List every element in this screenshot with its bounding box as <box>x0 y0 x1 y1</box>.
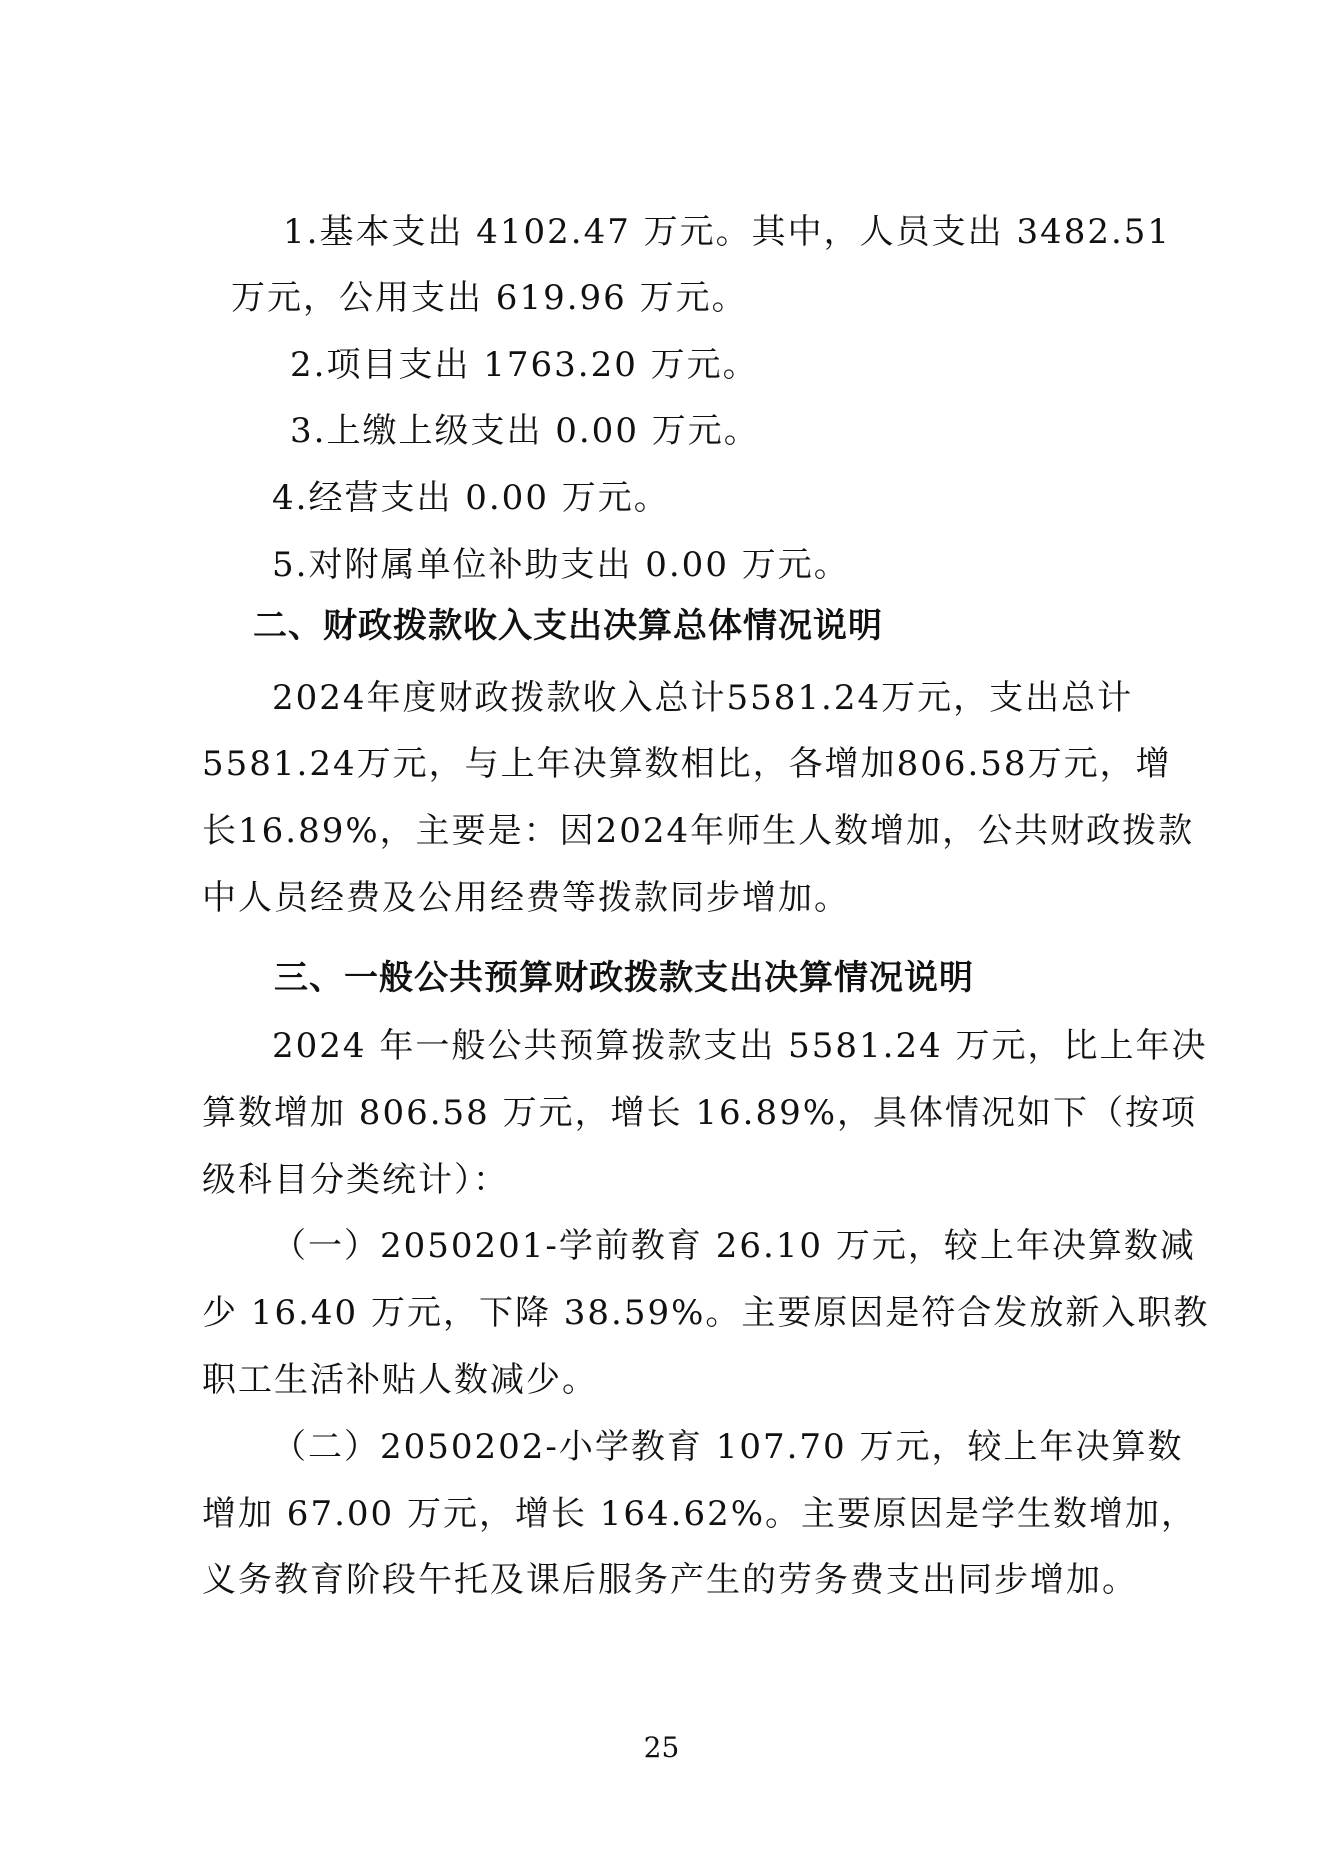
paragraph-line: 长16.89%，主要是：因2024年师生人数增加，公共财政拨款 <box>202 811 1195 851</box>
basic-expense-line: 1.基本支出 4102.47 万元。其中，人员支出 3482.51 <box>283 212 1172 252</box>
project-expense-line: 2.项目支出 1763.20 万元。 <box>290 345 759 385</box>
section-heading-3: 三、一般公共预算财政拨款支出决算情况说明 <box>274 958 974 998</box>
paragraph-line: 增加 67.00 万元，增长 164.62%。主要原因是学生数增加， <box>202 1494 1198 1534</box>
paragraph-line: （二）2050202-小学教育 107.70 万元，较上年决算数 <box>272 1427 1184 1467</box>
paragraph-line: 级科目分类统计）： <box>202 1160 509 1200</box>
basic-expense-line-cont: 万元，公用支出 619.96 万元。 <box>231 278 748 318</box>
paragraph-line: （一）2050201-学前教育 26.10 万元，较上年决算数减 <box>272 1226 1196 1266</box>
paragraph-line: 算数增加 806.58 万元，增长 16.89%，具体情况如下（按项 <box>202 1093 1198 1133</box>
operating-expense-line: 4.经营支出 0.00 万元。 <box>272 478 670 518</box>
paragraph-line: 5581.24万元，与上年决算数相比，各增加806.58万元，增 <box>202 744 1172 784</box>
paragraph-line: 少 16.40 万元，下降 38.59%。主要原因是符合发放新入职教 <box>202 1293 1210 1333</box>
page-number: 25 <box>643 1731 680 1764</box>
section-heading-2: 二、财政拨款收入支出决算总体情况说明 <box>253 606 883 646</box>
paragraph-line: 义务教育阶段午托及课后服务产生的劳务费支出同步增加。 <box>202 1560 1138 1600</box>
subsidiary-subsidy-line: 5.对附属单位补助支出 0.00 万元。 <box>272 545 850 585</box>
paragraph-line: 2024 年一般公共预算拨款支出 5581.24 万元，比上年决 <box>272 1026 1208 1066</box>
paragraph-line: 2024年度财政拨款收入总计5581.24万元，支出总计 <box>272 678 1134 718</box>
paragraph-line: 中人员经费及公用经费等拨款同步增加。 <box>202 878 850 918</box>
paragraph-line: 职工生活补贴人数减少。 <box>202 1360 598 1400</box>
superior-payment-line: 3.上缴上级支出 0.00 万元。 <box>290 411 760 451</box>
